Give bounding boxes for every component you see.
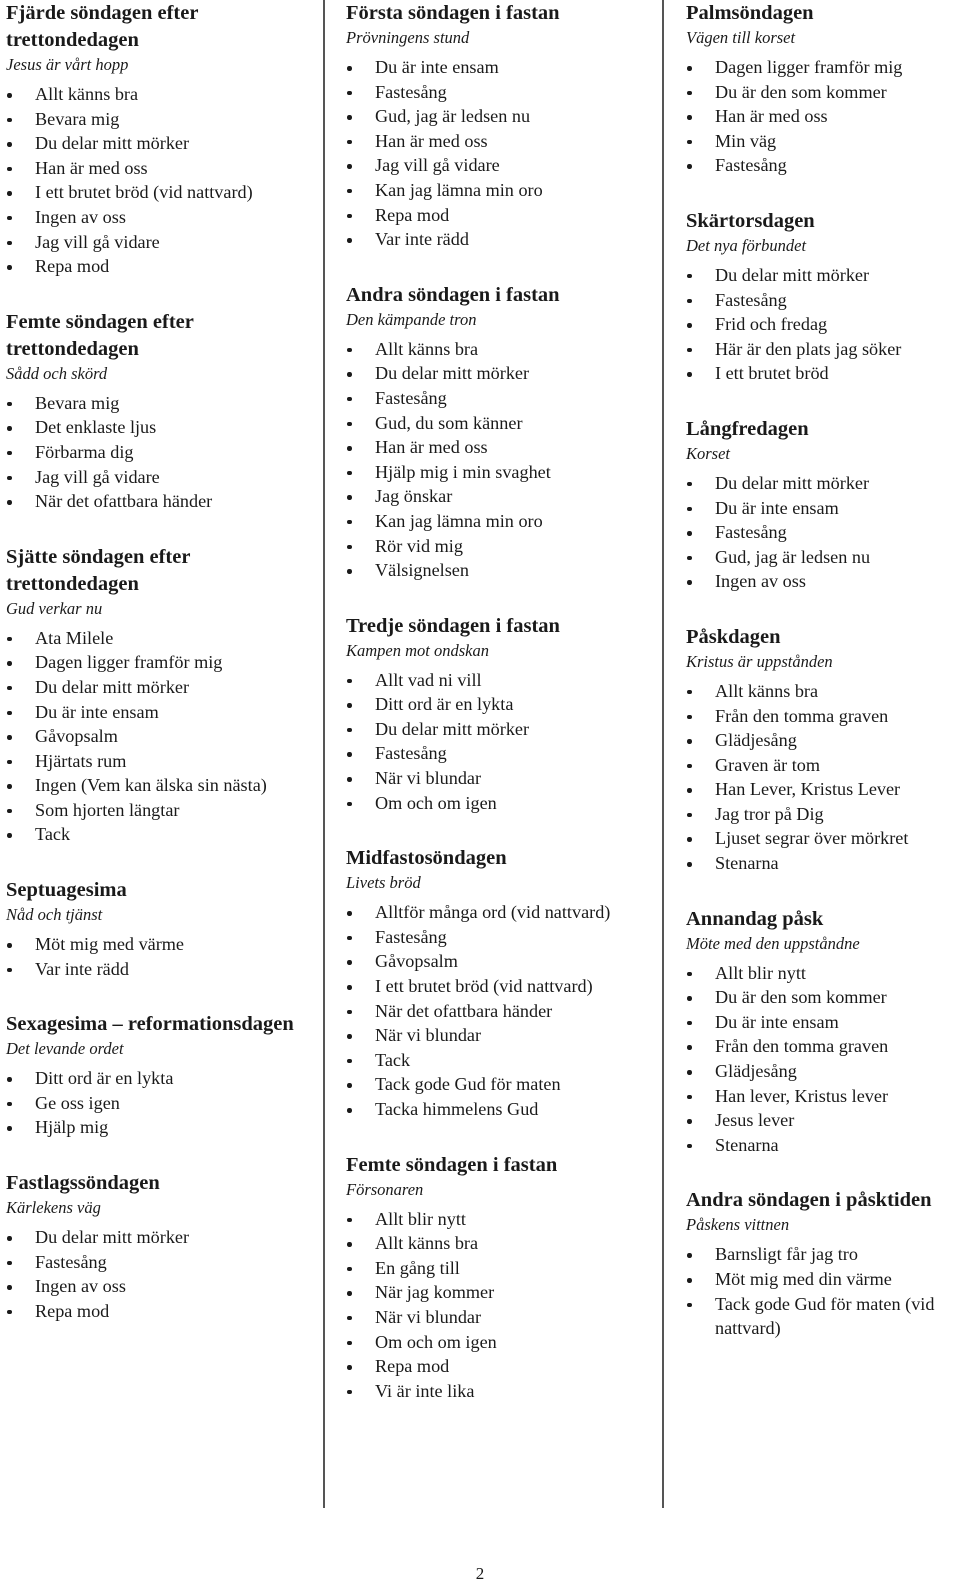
song-item: I ett brutet bröd [686, 361, 956, 386]
song-list [346, 900, 646, 1121]
section-theme: Den kämpande tron [346, 309, 477, 329]
sunday-section [686, 208, 956, 386]
sunday-section [686, 1187, 956, 1340]
song-item: Du är inte ensam [6, 700, 306, 725]
song-item: Ditt ord är en lykta [6, 1066, 306, 1091]
song-item: Fastesång [6, 1250, 306, 1275]
song-item: Bevara mig [6, 391, 306, 416]
song-item: Allt vad ni vill [346, 668, 646, 693]
song-item: Repa mod [6, 1299, 306, 1324]
song-item: Tack gode Gud för maten (vid nattvard) [686, 1292, 956, 1341]
song-list [686, 1242, 956, 1340]
section-theme: Prövningens stund [346, 28, 470, 47]
song-list [346, 55, 646, 252]
song-item: Min väg [686, 129, 956, 154]
song-item: I ett brutet bröd (vid nattvard) [346, 974, 646, 999]
song-item: Repa mod [346, 203, 646, 228]
song-item: Allt blir nytt [686, 961, 956, 986]
section-theme: Sådd och skörd [6, 363, 108, 383]
column-2 [346, 0, 646, 1433]
section-theme: Nåd och tjänst [6, 905, 103, 925]
song-item: Han är med oss [6, 156, 306, 181]
song-item: Gud, jag är ledsen nu [686, 545, 956, 570]
song-item: Vi är inte lika [346, 1379, 646, 1404]
song-item: Repa mod [346, 1354, 646, 1379]
song-item: När jag kommer [346, 1280, 646, 1305]
song-item: Kan jag lämna min oro [346, 509, 646, 534]
song-item: Hjärtats rum [6, 749, 306, 774]
song-item: Som hjorten längtar [6, 798, 306, 823]
sunday-section [686, 906, 956, 1158]
song-item: Tacka himmelens Gud [346, 1097, 646, 1122]
page-number: 2 [475, 1564, 485, 1583]
sunday-section [686, 0, 956, 178]
song-item: Gud, jag är ledsen nu [346, 104, 646, 129]
song-item: Du delar mitt mörker [6, 675, 306, 700]
song-list [346, 337, 646, 583]
song-item: Gåvopsalm [346, 949, 646, 974]
section-theme: Försonaren [346, 1179, 424, 1199]
section-title: Sexagesima – reformationsdagen [6, 1013, 294, 1036]
song-item: Han är med oss [686, 104, 956, 129]
song-item: Det enklaste ljus [6, 415, 306, 440]
section-title: Påskdagen [686, 625, 781, 648]
song-item: En gång till [346, 1256, 646, 1281]
section-theme: Kärlekens väg [6, 1198, 101, 1218]
song-item: Gud, du som känner [346, 411, 646, 436]
song-item: Jag vill gå vidare [346, 153, 646, 178]
song-item: Tack [6, 822, 306, 847]
song-list [346, 1207, 646, 1404]
song-item: Ingen av oss [6, 1274, 306, 1299]
song-item: Var inte rädd [6, 957, 306, 982]
song-item: Allt känns bra [346, 1231, 646, 1256]
song-item: Hjälp mig [6, 1115, 306, 1140]
song-item: Dagen ligger framför mig [686, 55, 956, 80]
song-item: Om och om igen [346, 791, 646, 816]
song-item: Barnsligt får jag tro [686, 1242, 956, 1267]
section-theme: Kristus är uppstånden [686, 651, 833, 671]
song-item: Jag vill gå vidare [6, 465, 306, 490]
section-title: Tredje söndagen i fastan [346, 614, 560, 637]
song-item: Glädjesång [686, 1059, 956, 1084]
song-item: När vi blundar [346, 1305, 646, 1330]
section-theme: Det nya förbundet [686, 235, 807, 255]
song-item: Möt mig med värme [6, 932, 306, 957]
sunday-section [346, 613, 646, 816]
section-title: Femte söndagen i fastan [346, 1153, 558, 1176]
song-item: Jag tror på Dig [686, 802, 956, 827]
song-item: Du delar mitt mörker [346, 717, 646, 742]
section-title: Sjätte söndagen efter trettondedagen [6, 545, 191, 595]
song-item: Fastesång [346, 741, 646, 766]
song-item: Graven är tom [686, 753, 956, 778]
section-title: Fjärde söndagen efter trettondedagen [6, 2, 199, 51]
section-title: Palmsöndagen [686, 2, 814, 24]
sunday-section [6, 0, 306, 279]
song-item: Glädjesång [686, 728, 956, 753]
song-item: När det ofattbara händer [346, 999, 646, 1024]
song-item: Jesus lever [686, 1108, 956, 1133]
section-theme: Korset [686, 443, 731, 463]
song-item: Möt mig med din värme [686, 1267, 956, 1292]
song-item: Kan jag lämna min oro [346, 178, 646, 203]
section-title: Första söndagen i fastan [346, 2, 560, 24]
sunday-section [6, 544, 306, 847]
sunday-section [686, 624, 956, 876]
song-list [686, 679, 956, 876]
song-list [6, 626, 306, 847]
song-item: Han lever, Kristus lever [686, 1084, 956, 1109]
section-title: Femte söndagen efter trettondedagen [6, 310, 194, 360]
sunday-section [6, 877, 306, 981]
song-item: Fastesång [346, 386, 646, 411]
sunday-section [6, 309, 306, 514]
song-item: Bevara mig [6, 107, 306, 132]
song-item: Fastesång [346, 925, 646, 950]
song-item: Gåvopsalm [6, 724, 306, 749]
section-theme: Vägen till korset [686, 28, 796, 47]
song-list [346, 668, 646, 816]
song-item: Han är med oss [346, 129, 646, 154]
song-item: Jag önskar [346, 484, 646, 509]
song-list [686, 471, 956, 594]
sunday-section [346, 1152, 646, 1404]
section-title: Skärtorsdagen [686, 209, 815, 232]
song-item: Allt känns bra [346, 337, 646, 362]
song-item: Du delar mitt mörker [346, 361, 646, 386]
song-list [686, 55, 956, 178]
section-title: Andra söndagen i fastan [346, 283, 560, 306]
section-title: Fastlagssöndagen [6, 1172, 160, 1195]
song-item: Ge oss igen [6, 1091, 306, 1116]
song-item: Repa mod [6, 254, 306, 279]
song-item: Fastesång [686, 520, 956, 545]
song-item: Om och om igen [346, 1330, 646, 1355]
song-item: Allt känns bra [6, 82, 306, 107]
song-item: Fastesång [686, 288, 956, 313]
song-item: Var inte rädd [346, 227, 646, 252]
song-list [6, 1225, 306, 1323]
section-theme: Jesus är vårt hopp [6, 55, 129, 74]
sunday-section [686, 416, 956, 594]
song-list [6, 932, 306, 981]
song-item: Du är den som kommer [686, 80, 956, 105]
song-item: Från den tomma graven [686, 704, 956, 729]
song-item: Han Lever, Kristus Lever [686, 777, 956, 802]
section-theme: Kampen mot ondskan [346, 640, 489, 660]
song-item: När vi blundar [346, 1023, 646, 1048]
song-item: Förbarma dig [6, 440, 306, 465]
song-item: Frid och fredag [686, 312, 956, 337]
song-item: Rör vid mig [346, 534, 646, 559]
song-item: Fastesång [686, 153, 956, 178]
sunday-section [346, 0, 646, 252]
section-theme: Gud verkar nu [6, 598, 103, 618]
song-item: Tack gode Gud för maten [346, 1072, 646, 1097]
song-item: Ingen av oss [686, 569, 956, 594]
sunday-section [6, 1011, 306, 1140]
song-item: Allt känns bra [686, 679, 956, 704]
song-item: Ingen (Vem kan älska sin nästa) [6, 773, 306, 798]
song-item: Ata Milele [6, 626, 306, 651]
song-item: Hjälp mig i min svaghet [346, 460, 646, 485]
column-3 [686, 0, 956, 1371]
song-item: Tack [346, 1048, 646, 1073]
column-divider [323, 0, 325, 1508]
section-theme: Möte med den uppståndne [686, 933, 860, 953]
section-theme: Livets bröd [346, 873, 421, 893]
song-item: Du är den som kommer [686, 985, 956, 1010]
section-title: Annandag påsk [686, 907, 824, 930]
song-list [686, 263, 956, 386]
song-list [6, 1066, 306, 1140]
song-item: Du delar mitt mörker [6, 131, 306, 156]
song-list [686, 961, 956, 1158]
column-divider [662, 0, 664, 1508]
song-list [6, 82, 306, 279]
sunday-section [346, 845, 646, 1121]
song-item: Stenarna [686, 851, 956, 876]
song-item: I ett brutet bröd (vid nattvard) [6, 180, 306, 205]
song-item: Du är inte ensam [686, 496, 956, 521]
song-item: Här är den plats jag söker [686, 337, 956, 362]
song-item: Du delar mitt mörker [686, 263, 956, 288]
column-1 [6, 0, 306, 1353]
section-title: Midfastosöndagen [346, 847, 507, 870]
section-title: Andra söndagen i påsktiden [686, 1189, 932, 1212]
song-item: Ingen av oss [6, 205, 306, 230]
song-item: Du delar mitt mörker [686, 471, 956, 496]
section-title: Septuagesima [6, 879, 127, 902]
song-item: Fastesång [346, 80, 646, 105]
song-item: Ljuset segrar över mörkret [686, 826, 956, 851]
section-theme: Det levande ordet [6, 1039, 124, 1059]
song-item: Han är med oss [346, 435, 646, 460]
section-title: Långfredagen [686, 417, 809, 440]
song-list [6, 391, 306, 514]
song-item: När det ofattbara händer [6, 489, 306, 514]
song-item: Jag vill gå vidare [6, 230, 306, 255]
sunday-section [6, 1170, 306, 1323]
song-item: Dagen ligger framför mig [6, 650, 306, 675]
song-item: Du delar mitt mörker [6, 1225, 306, 1250]
song-item: Välsignelsen [346, 558, 646, 583]
song-item: Från den tomma graven [686, 1034, 956, 1059]
song-item: Du är inte ensam [346, 55, 646, 80]
song-item: Alltför många ord (vid nattvard) [346, 900, 646, 925]
song-item: Stenarna [686, 1133, 956, 1158]
song-item: Ditt ord är en lykta [346, 692, 646, 717]
section-theme: Påskens vittnen [686, 1215, 790, 1235]
song-item: Allt blir nytt [346, 1207, 646, 1232]
song-item: När vi blundar [346, 766, 646, 791]
sunday-section [346, 282, 646, 583]
song-item: Du är inte ensam [686, 1010, 956, 1035]
